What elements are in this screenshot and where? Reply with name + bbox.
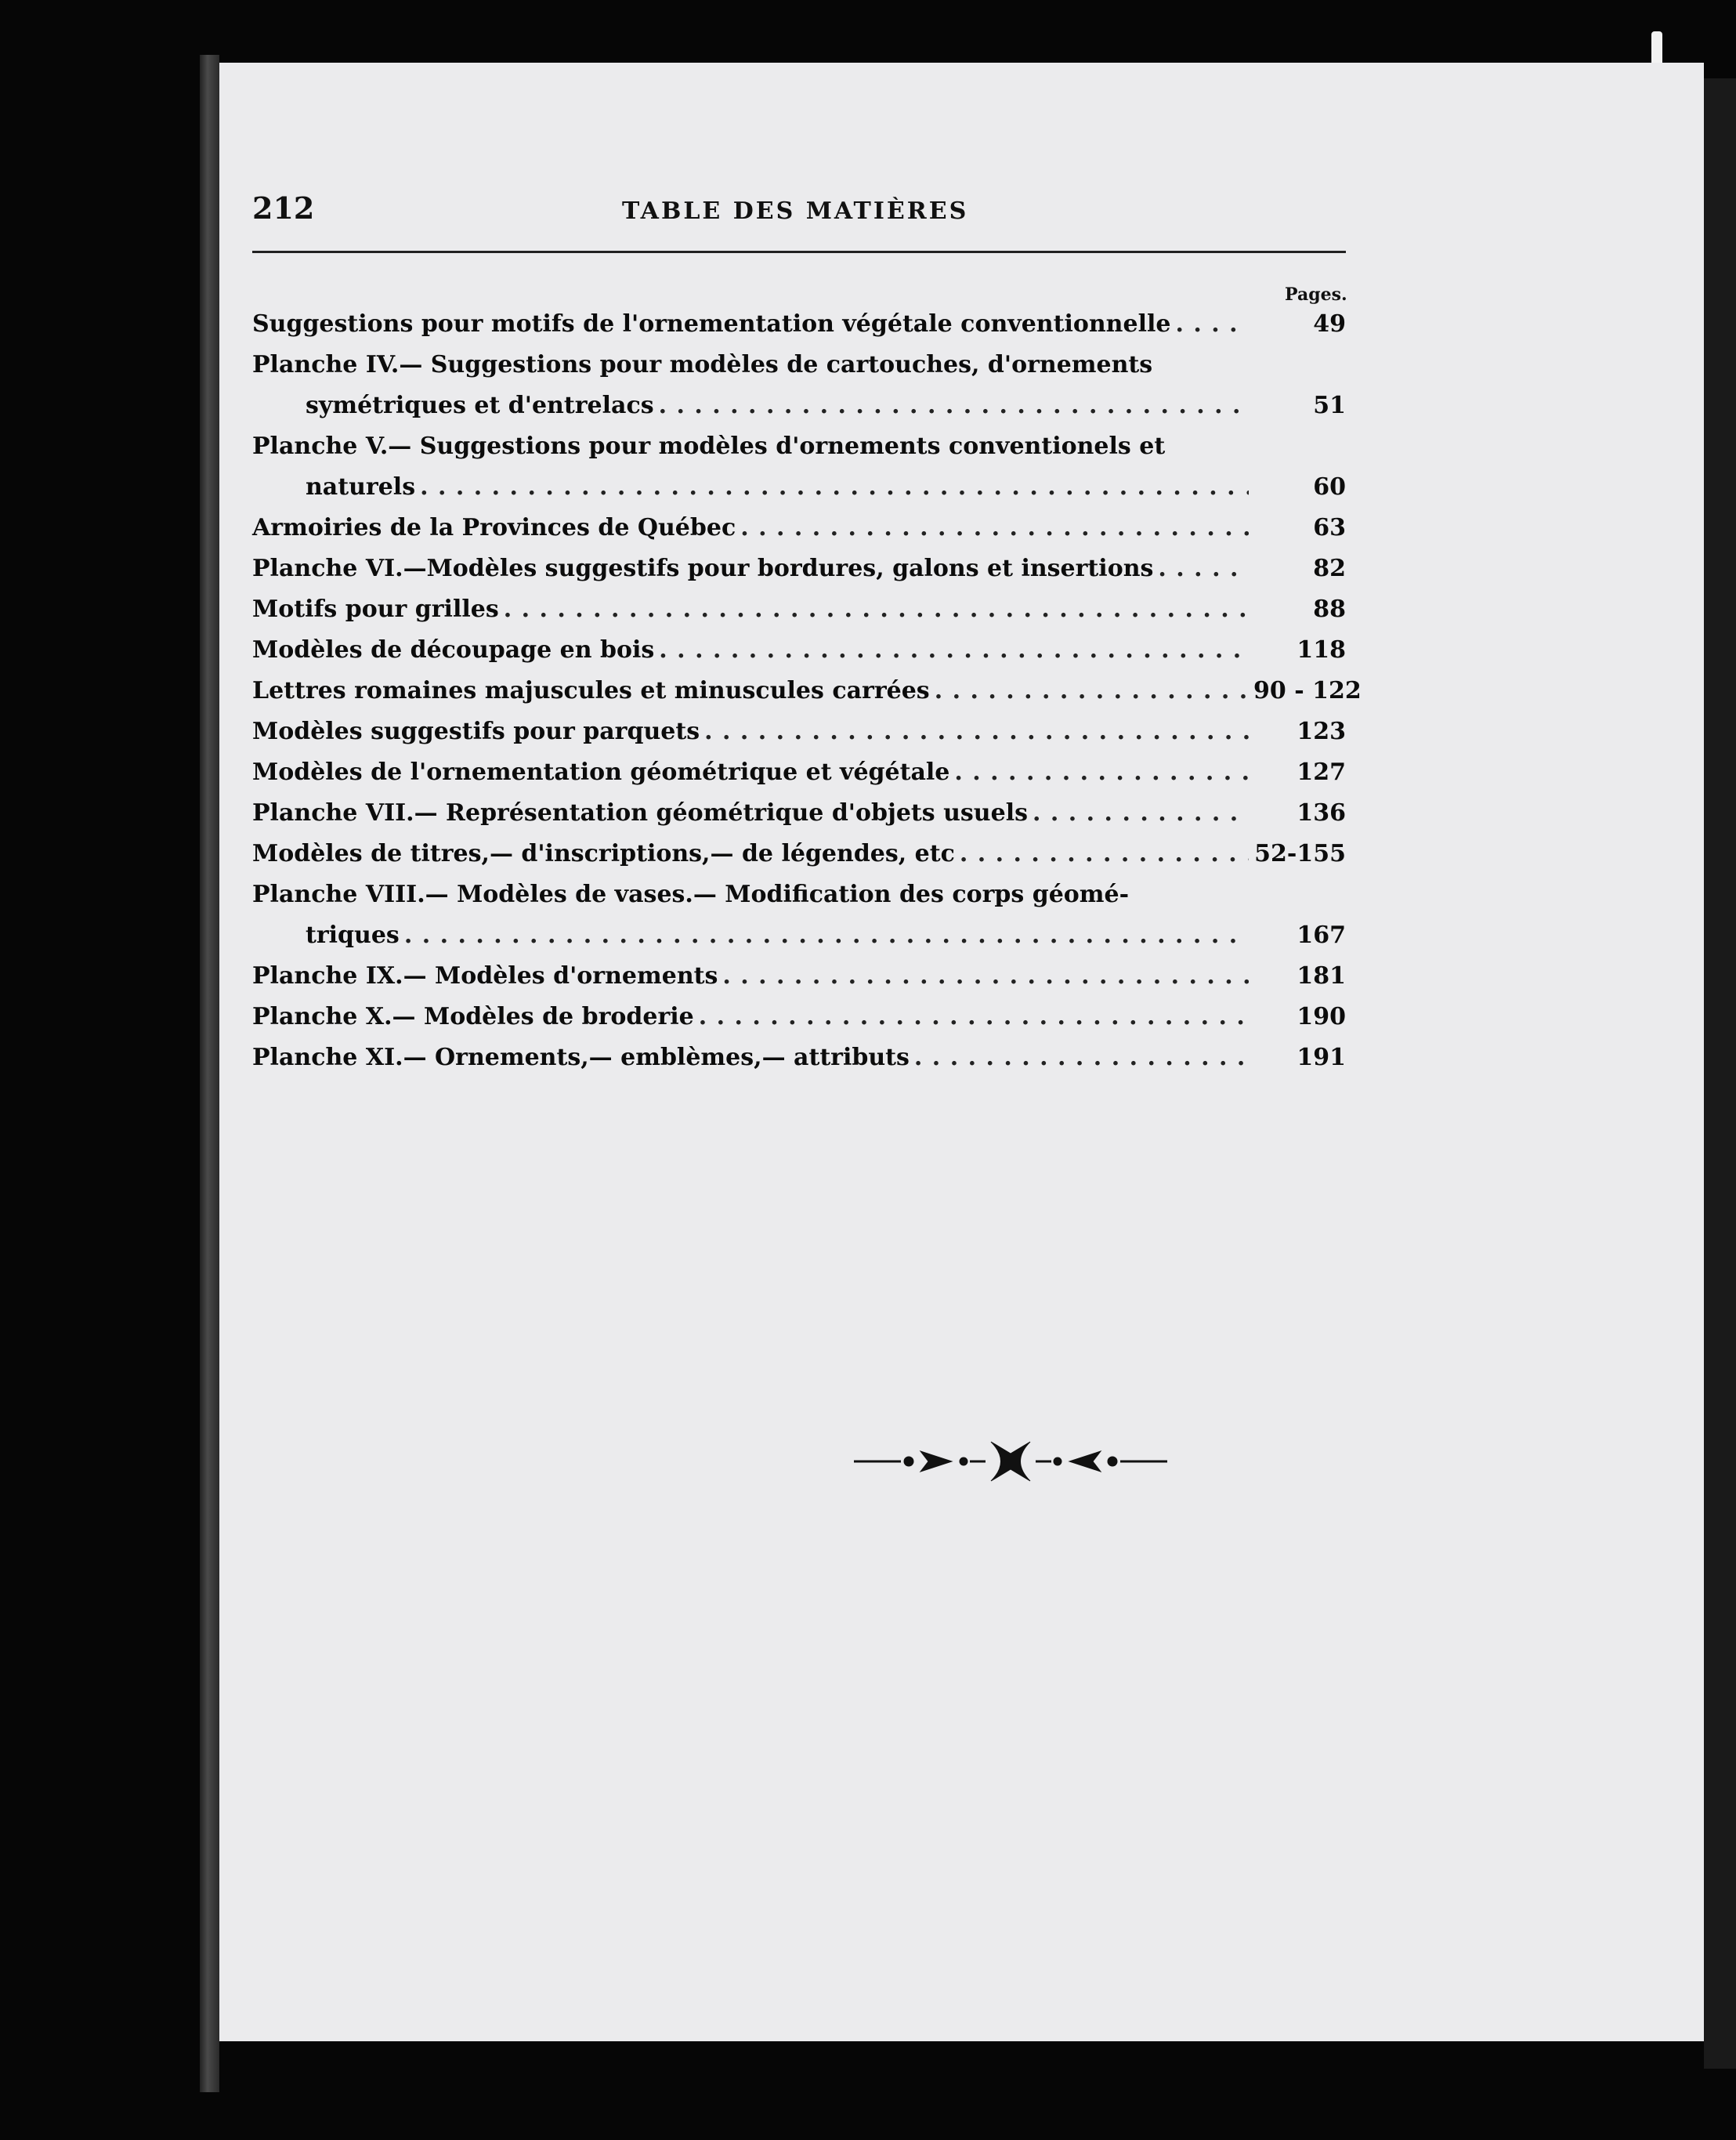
toc-entry-title: Planche VIII.— Modèles de vases.— Modification des corps géomé- (252, 881, 1130, 908)
dot-leader (704, 712, 1249, 752)
toc-line (252, 997, 1346, 1037)
toc-page-number: 127 (1297, 759, 1346, 786)
toc-entry-title: Motifs pour grilles (252, 596, 499, 623)
toc-entry (252, 671, 1362, 712)
toc-page-number: 90 - 122 (1253, 677, 1362, 704)
toc-line (252, 915, 1346, 956)
dot-leader (404, 915, 1249, 956)
toc-entry (252, 1037, 1346, 1078)
dot-leader (659, 630, 1249, 671)
toc-entry-title: Armoiries de la Provinces de Québec (252, 514, 736, 541)
dot-leader (740, 508, 1249, 549)
toc-entry (252, 304, 1346, 345)
toc-entry-title: Planche IV.— Suggestions pour modèles de cartouches, d'ornements (252, 351, 1153, 378)
toc-line (252, 874, 1346, 915)
toc-page-number: 167 (1297, 922, 1346, 949)
toc-line (252, 630, 1346, 671)
toc-page-number: 123 (1297, 718, 1346, 745)
toc-entry-title: Modèles de titres,— d'inscriptions,— de légendes, etc (252, 840, 955, 867)
toc-entry-title: Modèles suggestifs pour parquets (252, 718, 700, 745)
toc-entry-title: Modèles de découpage en bois (252, 636, 655, 664)
toc-line (252, 304, 1346, 345)
toc-line (252, 426, 1346, 467)
dot-leader (960, 834, 1249, 874)
toc-entry (252, 589, 1346, 630)
toc-line (252, 956, 1346, 997)
dot-leader (722, 956, 1249, 997)
toc-entry-title: Planche V.— Suggestions pour modèles d'ornements conventionels et (252, 433, 1166, 460)
toc-line (252, 752, 1346, 793)
toc-page-number: 181 (1297, 962, 1346, 990)
toc-page-number: 82 (1313, 555, 1346, 582)
toc-entry (252, 997, 1346, 1037)
toc-line (252, 712, 1346, 752)
toc-entry-title: Lettres romaines majuscules et minuscules carrées (252, 677, 930, 704)
toc-page-number: 136 (1297, 799, 1346, 827)
toc-page-number: 52-155 (1254, 840, 1346, 867)
dot-leader (1175, 304, 1249, 345)
dot-leader (699, 997, 1249, 1037)
toc-page-number: 51 (1313, 392, 1346, 419)
toc-line (252, 467, 1346, 508)
toc-entry-title: Planche IX.— Modèles d'ornements (252, 962, 718, 990)
toc-page-number: 118 (1297, 636, 1346, 664)
pages-column-label: Pages. (1285, 284, 1347, 305)
toc-entry-title: Planche X.— Modèles de broderie (252, 1003, 694, 1030)
dot-leader (1158, 549, 1249, 589)
scan-binding-edge (200, 55, 219, 2092)
page-number: 212 (252, 190, 315, 226)
scan-right-margin (1704, 78, 1736, 2069)
toc-entry-title: Suggestions pour motifs de l'ornementation végétale conventionnelle (252, 310, 1171, 338)
toc-page-number: 60 (1313, 473, 1346, 501)
running-title: TABLE DES MATIÈRES (622, 197, 969, 225)
header-rule (252, 251, 1346, 253)
toc-entry-title: Planche VII.— Représentation géométrique d'objets usuels (252, 799, 1028, 827)
dot-leader (914, 1037, 1249, 1078)
toc-page-number: 190 (1297, 1003, 1346, 1030)
toc-line (252, 549, 1346, 589)
toc-page-number: 49 (1313, 310, 1346, 338)
toc-entry (252, 956, 1346, 997)
ornament-divider (854, 1434, 1167, 1489)
toc-line (252, 671, 1362, 712)
table-of-contents (252, 304, 1362, 1078)
toc-entry-title: triques (306, 922, 400, 949)
toc-line (252, 345, 1346, 386)
toc-entry (252, 549, 1346, 589)
toc-entry (252, 834, 1346, 874)
toc-entry-title: Modèles de l'ornementation géométrique et végétale (252, 759, 950, 786)
dot-leader (659, 386, 1249, 426)
toc-line (252, 386, 1346, 426)
toc-page-number: 88 (1313, 596, 1346, 623)
toc-entry (252, 712, 1346, 752)
toc-entry (252, 630, 1346, 671)
toc-entry (252, 426, 1346, 508)
toc-line (252, 1037, 1346, 1078)
toc-entry-title: naturels (306, 473, 416, 501)
toc-page-number: 63 (1313, 514, 1346, 541)
toc-entry-title: Planche XI.— Ornements,— emblèmes,— attributs (252, 1044, 910, 1071)
toc-line (252, 508, 1346, 549)
toc-entry (252, 752, 1346, 793)
toc-line (252, 834, 1346, 874)
toc-entry-title: symétriques et d'entrelacs (306, 392, 654, 419)
toc-entry (252, 345, 1346, 426)
toc-entry (252, 508, 1346, 549)
dot-leader (1033, 793, 1249, 834)
toc-page-number: 191 (1297, 1044, 1346, 1071)
toc-line (252, 589, 1346, 630)
dot-leader (420, 467, 1249, 508)
dot-leader (935, 671, 1249, 712)
dot-leader (504, 589, 1249, 630)
toc-line (252, 793, 1346, 834)
dot-leader (954, 752, 1249, 793)
toc-entry (252, 874, 1346, 956)
toc-entry (252, 793, 1346, 834)
toc-entry-title: Planche VI.—Modèles suggestifs pour bordures, galons et insertions (252, 555, 1154, 582)
